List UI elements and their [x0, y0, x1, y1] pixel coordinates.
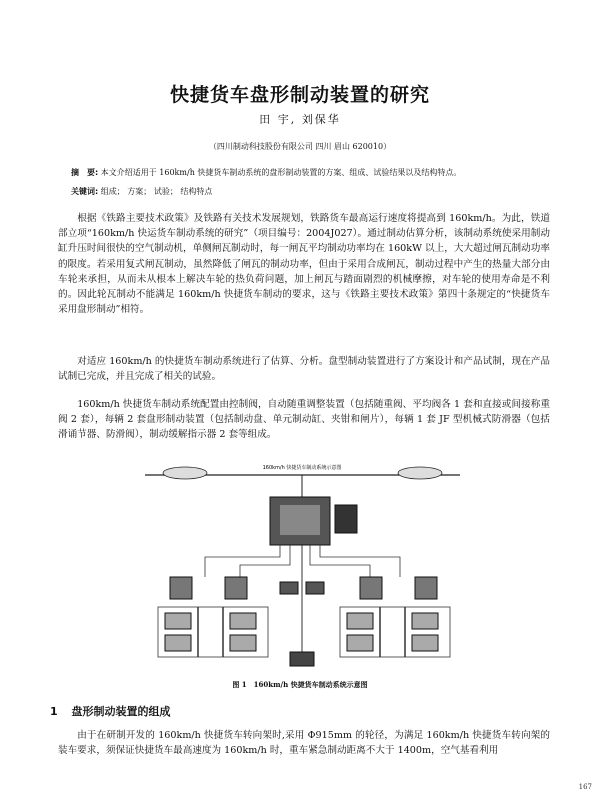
brake-system-figure	[130, 457, 475, 675]
paper-affiliation: （四川制动科技股份有限公司 四川 眉山 620010）	[208, 142, 392, 151]
abstract-text: 本文介绍适用于 160km/h 快捷货车制动系统的盘形制动装置的方案、组成、试验结果以及结构特点。	[100, 168, 462, 177]
right-valve-2	[415, 577, 437, 599]
figure-caption: 图 1 160km/h 快捷货车制动系统示意图	[232, 680, 368, 689]
paragraph-1: 根据《铁路主要技术政策》及铁路有关技术发展规划，铁路货车最高运行速度将提高到 160km/h。为此，铁道部立项“160km/h 快运货车制动系统的研究”（项目编号：2004J027）。通过制动估算分析，该制动系统使采用制动缸升压时间很快的空气制动机，单侧闸瓦制动时，每一闸瓦平均制动功率均在 160kW 以上，大大超过闸瓦制动功率的限度。若采用复式闸瓦制动，虽然降低了闸瓦的制动功率，但由于采用合成闸瓦，制动过程中产生的热量大部分由车轮来承担，从而未从根本上解决车轮的热负荷问题，加上闸瓦与踏面剧烈的机械摩擦，对车轮的使用寿命是不利的。因此轮瓦制动不能满足 160km/h 快捷货车制动的要求，这与《铁路主要技术政策》第四十条规定的“快捷货车采用盘形制动”相符。	[58, 213, 550, 316]
figure-top-label: 160km/h 快捷货车制动系统示意图	[262, 465, 342, 471]
left-reservoir	[163, 467, 207, 479]
paper-authors: 田 宇, 刘保华	[259, 113, 341, 126]
paper-title: 快捷货车盘形制动装置的研究	[169, 84, 430, 106]
accessory-unit	[335, 505, 357, 533]
right-reservoir	[398, 467, 442, 479]
paragraph-3: 160km/h 快捷货车制动系统配置由控制阀，自动随重调整装置（包括随重阀、平均阀各 1 套和直接或间接称重阀 2 套），每辆 2 套盘形制动装置（包括制动盘、单元制动缸、夹钳和闸片），每辆 1 套 JF 型机械式防滑器（包括滑诵节器、防滑阀），制动缓解指示器 2 套等组成。	[58, 399, 550, 441]
right-valve-1	[360, 577, 382, 599]
left-valve-1	[170, 577, 192, 599]
keywords-text: 组成； 方案； 试验； 结构特点	[100, 187, 213, 196]
page-number: 167	[578, 783, 592, 791]
abstract-label: 摘 要:	[71, 168, 99, 177]
section-heading	[50, 703, 171, 719]
left-valve-2	[225, 577, 247, 599]
section-title: 盘形制动装置的组成	[71, 705, 171, 718]
keywords	[71, 186, 551, 198]
abstract	[71, 167, 551, 179]
section-number: 1	[50, 705, 58, 718]
bottom-indicator	[290, 652, 314, 666]
brake-system-diagram	[130, 457, 475, 675]
keywords-label: 关键词:	[71, 187, 99, 196]
paragraph-4: 由于在研制开发的 160km/h 快捷货车转向架时,采用 Φ915mm 的轮径，为满足 160km/h 快捷货车转向架的装车要求，须保证快捷货车最高速度为 160km/h 时，重车紧急制动距离不大于 1400m，空气基看利用	[58, 730, 550, 757]
paragraph-2: 对适应 160km/h 的快捷货车制动系统进行了估算、分析。盘型制动装置进行了方案设计和产品试制，现在产品试制已完成，并且完成了相关的试验。	[58, 356, 550, 383]
